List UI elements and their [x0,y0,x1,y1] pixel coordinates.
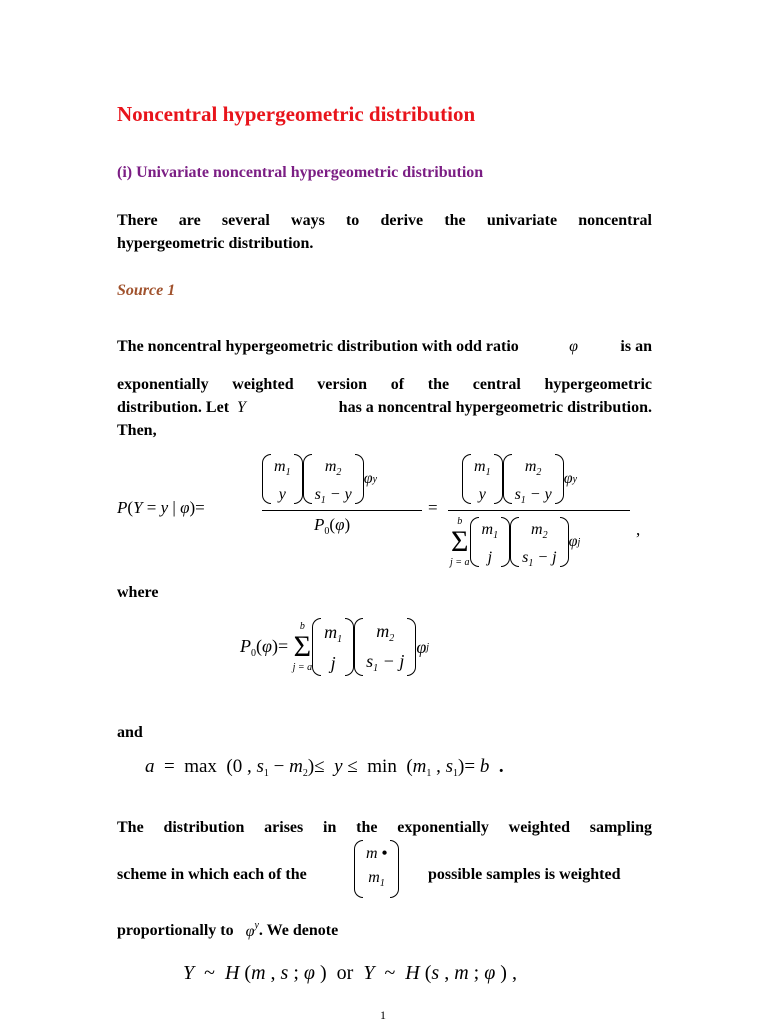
where-label: where [117,584,159,601]
para2-line-1-end: is an [620,338,652,355]
equals-sign: = [428,498,438,517]
intro-paragraph [117,209,652,255]
equation-denominator-1: $P_0(\varphi)$ [314,515,351,537]
equation-denominator-2: b Σ j = a $m_1$ j $m_2$ $s_1 - j$ φ j [450,516,581,569]
fraction-bar-1 [262,510,422,511]
para3-line-2a: scheme in which each of the [117,866,307,883]
section-title: (i) Univariate noncentral hypergeometric distribution [117,164,484,181]
para2-line-2: exponentially weighted version of the central hypergeometric [117,376,652,393]
phi-symbol: φ [569,338,579,355]
para3-line-3b: . We denote [258,921,339,939]
para3-line-1-wrap [117,816,652,839]
equation-lhs: P(Y = y | φ)= [117,498,205,517]
para2-line-3b: has a noncentral hypergeometric distribution. [338,399,652,416]
para3-line-3a: proportionally to [117,921,234,939]
fraction-bar-2 [448,510,630,511]
para2-line-3 [117,396,652,419]
comma: , [636,520,641,539]
para2-line-3a: distribution. Let [117,399,230,416]
para2-block [117,373,652,442]
p0-definition: $P_0(\varphi)=$ b Σ j = a $m_1$ j $m_2$ $s_1 - j$ φ j [240,618,429,676]
support-range: a = max (0 , $s_1 - m_2)\le y \le \min (m_1$ , $s_1)= b$ . [145,756,504,779]
intro-line-2: hypergeometric distribution. [117,235,314,252]
para2-line-4: Then, [117,422,157,439]
equation-numerator-2: $m_1$ y $m_2$ $s_1 - y$ φ y [462,454,577,504]
equation-numerator-1: $m_1$ y $m_2$ $s_1 - y$ φ y [262,454,377,504]
notation-line: Y ~ H (m , s ; φ ) or Y ~ H (s , m ; φ ) , [183,962,517,984]
para3-line-1: The distribution arises in the exponentially weighted sampling [117,819,652,836]
and-label: and [117,724,143,741]
para2-line-1 [117,338,652,356]
binom-m-dot-m1: m • $m_1$ [354,840,399,898]
or-label: or [336,962,354,984]
para3-line-3: proportionally to $\varphi^y$ . We denote [117,920,339,940]
para2-line-1-text: The noncentral hypergeometric distribution with odd ratio [117,338,519,355]
intro-line-1: There are several ways to derive the univariate noncentral [117,212,652,229]
para3-line-2b: possible samples is weighted [428,866,621,883]
var-Y: Y [237,399,246,416]
page-number: 1 [380,1008,386,1022]
document-title: Noncentral hypergeometric distribution [117,102,476,126]
source-label: Source 1 [117,282,176,299]
